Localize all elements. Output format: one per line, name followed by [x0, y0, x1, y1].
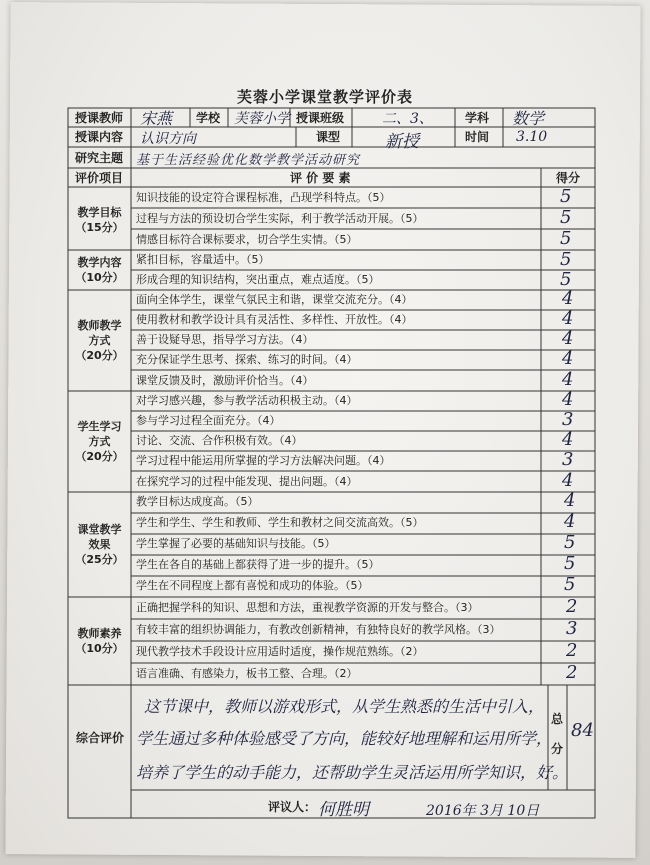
score-value: 5 — [560, 207, 572, 228]
criterion-item: 学习过程中能运用所掌握的学习方法解决问题。（4） — [136, 454, 391, 467]
score-value: 4 — [562, 429, 574, 450]
criterion-item: 知识技能的设定符合课程标准，凸现学科特点。（5） — [136, 191, 391, 204]
teacher-label: 授课教师 — [75, 111, 124, 125]
criterion-item: 形成合理的知识结构，突出重点，难点适度。（5） — [136, 273, 380, 286]
criterion-item: 过程与方法的预设切合学生实际，利于教学活动开展。（5） — [136, 212, 424, 225]
score-value: 5 — [560, 269, 572, 290]
evaluator-signature: 何胜明 — [318, 800, 369, 820]
criterion-item: 有较丰富的组织协调能力，有教改创新精神，有独特良好的教学风格。（3） — [136, 623, 501, 636]
criterion-item: 课堂反馈及时，激励评价恰当。（4） — [136, 374, 314, 387]
total-label: 总 — [551, 712, 564, 726]
time-value: 3.10 — [516, 129, 548, 145]
criterion-item: 学生在不同程度上都有喜悦和成功的体验。（5） — [136, 579, 369, 592]
score-value: 4 — [564, 511, 576, 532]
criterion-item: 教学目标达成度高。（5） — [136, 495, 259, 508]
summary-line: 这节课中，教师以游戏形式，从学生熟悉的生活中引入， — [144, 697, 545, 716]
score-value: 3 — [562, 449, 574, 470]
criterion-item: 参与学习过程全面充分。（4） — [136, 414, 281, 427]
project-header: 评价项目 — [75, 171, 124, 185]
summary-line: 培养了学生的动手能力，还帮助学生灵活运用所学知识，好。 — [136, 763, 569, 782]
score-value: 5 — [564, 553, 576, 574]
criterion-item: 情感目标符合课标要求，切合学生实情。（5） — [136, 233, 358, 246]
criterion-item: 学生和学生、学生和教师、学生和教材之间交流高效。（5） — [136, 516, 424, 529]
category-effect: 课堂教学 效果 （25分） — [75, 523, 124, 566]
criterion-item: 紧扣目标，容量适中。（5） — [136, 253, 270, 266]
score-value: 4 — [562, 288, 574, 309]
score-value: 4 — [562, 348, 574, 369]
score-value: 4 — [562, 389, 574, 410]
score-value: 5 — [560, 186, 572, 207]
category-content: 教学内容 （10分） — [75, 256, 124, 284]
category-goals: 教学目标 （15分） — [75, 206, 124, 234]
score-value: 4 — [562, 308, 574, 329]
score-value: 5 — [560, 228, 572, 249]
time-label: 时间 — [465, 130, 490, 144]
score-value: 3 — [562, 409, 574, 430]
criterion-item: 学生在各自的基础上都获得了进一步的提升。（5） — [136, 558, 380, 571]
school-label: 学校 — [196, 111, 221, 125]
score-value: 5 — [564, 574, 576, 595]
category-teaching-method: 教师教学 方式 （20分） — [75, 319, 124, 362]
content-value: 认识方向 — [140, 131, 196, 147]
category-learning-method: 学生学习 方式 （20分） — [75, 420, 124, 463]
criterion-item: 现代教学技术手段设计应用适时适度，操作规范熟练。（2） — [136, 645, 424, 658]
evaluator-label: 评议人： — [268, 800, 317, 814]
type-value: 新授 — [385, 132, 419, 152]
summary-label: 综合评价 — [76, 731, 125, 745]
score-value: 2 — [566, 662, 578, 683]
criterion-item: 使用教材和教学设计具有灵活性、多样性、开放性。（4） — [136, 313, 413, 326]
criterion-item: 学生掌握了必要的基础知识与技能。（5） — [136, 537, 336, 550]
teacher-value: 宋燕 — [140, 109, 173, 128]
type-label: 课型 — [316, 130, 341, 144]
class-value: 二、3、 — [382, 111, 433, 127]
criterion-item: 讨论、交流、合作积极有效。（4） — [136, 434, 303, 447]
score-value: 3 — [566, 618, 578, 639]
criterion-item: 语言准确、有感染力，板书工整、合理。（2） — [136, 667, 358, 680]
criterion-item: 正确把握学科的知识、思想和方法，重视教学资源的开发与整合。（3） — [136, 601, 479, 614]
class-label: 授课班级 — [296, 111, 345, 125]
content-label: 授课内容 — [75, 130, 124, 144]
research-value: 基于生活经验优化数学教学活动研究 — [136, 153, 361, 168]
score-value: 4 — [564, 490, 576, 511]
score-value: 4 — [562, 369, 574, 390]
criterion-item: 善于设疑导思，指导学习方法。（4） — [136, 333, 314, 346]
subject-value: 数学 — [512, 109, 545, 128]
score-value: 5 — [560, 249, 572, 270]
evaluation-date: 2016年 3月 10日 — [426, 803, 540, 819]
school-value: 芙蓉小学 — [234, 111, 290, 127]
total-label: 分 — [551, 742, 564, 756]
category-literacy: 教师素养 （10分） — [75, 627, 124, 655]
criterion-item: 面向全体学生，课堂气氛民主和谐，课堂交流充分。（4） — [136, 293, 413, 306]
score-value: 4 — [562, 328, 574, 349]
research-label: 研究主题 — [75, 151, 124, 165]
score-header: 得分 — [556, 171, 581, 185]
score-value: 4 — [562, 470, 574, 491]
score-value: 2 — [566, 640, 578, 661]
total-score: 84 — [571, 720, 594, 741]
summary-line: 学生通过多种体验感受了方向，能较好地理解和运用所学， — [136, 729, 553, 748]
form-title: 芙蓉小学课堂教学评价表 — [236, 88, 413, 106]
elements-header: 评 价 要 素 — [290, 171, 351, 185]
criterion-item: 充分保证学生思考、探索、练习的时间。（4） — [136, 353, 358, 366]
criterion-item: 对学习感兴趣，参与教学活动积极主动。（4） — [136, 394, 358, 407]
criterion-item: 在探究学习的过程中能发现、提出问题。（4） — [136, 475, 358, 488]
score-value: 5 — [564, 532, 576, 553]
subject-label: 学科 — [465, 111, 490, 125]
score-value: 2 — [566, 596, 578, 617]
